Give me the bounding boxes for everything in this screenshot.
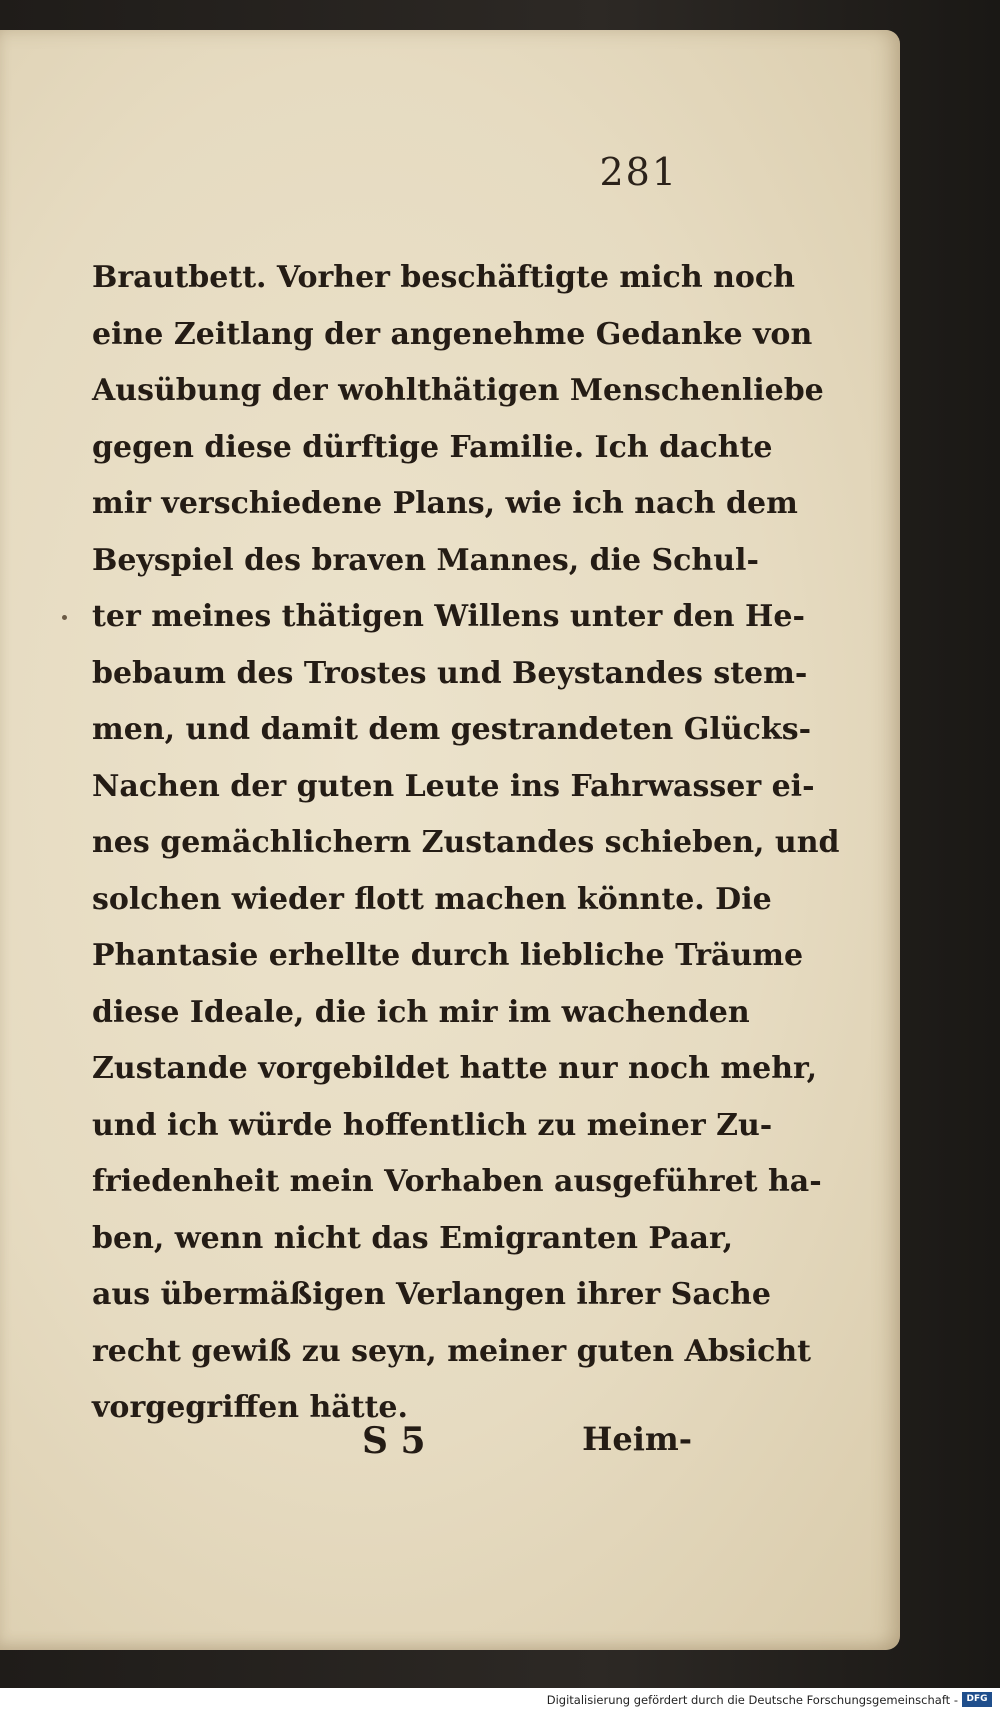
digitization-note: Digitalisierung gefördert durch die Deutsche Forschungsgemeinschaft - <box>546 1693 958 1707</box>
text-line: aus übermäßigen Verlangen ihrer Sache <box>92 1277 771 1312</box>
text-line: Phantasie erhellte durch liebliche Träume <box>92 938 804 973</box>
page-number: 281 <box>599 150 678 194</box>
catchword: Heim- <box>582 1420 692 1458</box>
text-line: ben, wenn nicht das Emigranten Paar, <box>92 1220 734 1256</box>
text-line: Beyspiel des braven Mannes, die Schul- <box>92 542 759 578</box>
text-line: Zustande vorgebildet hatte nur noch mehr, <box>92 1051 818 1086</box>
text-line: diese Ideale, die ich mir im wachenden <box>92 994 750 1030</box>
text-line: Ausübung der wohlthätigen Menschenliebe <box>92 373 824 408</box>
text-line: vorgegriffen hätte. <box>92 1390 408 1425</box>
book-page <box>0 30 900 1650</box>
text-line: Nachen der guten Leute ins Fahrwasser ei- <box>92 768 815 804</box>
text-line: gegen diese dürftige Familie. Ich dachte <box>92 429 773 465</box>
text-line: eine Zeitlang der angenehme Gedanke von <box>92 316 813 352</box>
text-line: men, und damit dem gestrandeten Glücks- <box>92 712 812 747</box>
digitization-bar <box>0 1688 1000 1710</box>
signature-mark: S 5 <box>362 1420 426 1462</box>
text-line: solchen wieder flott machen könnte. Die <box>92 881 772 917</box>
text-line: bebaum des Trostes und Beystandes stem- <box>92 655 808 691</box>
page-footer <box>92 1420 692 1480</box>
text-line: recht gewiß zu seyn, meiner guten Absicht <box>92 1333 812 1369</box>
text-line: und ich würde hoffentlich zu meiner Zu- <box>92 1107 773 1143</box>
dfg-logo-icon: DFG <box>962 1692 992 1707</box>
text-line: ter meines thätigen Willens unter den He- <box>92 599 805 634</box>
body-text <box>92 250 840 1437</box>
paper-speck <box>62 615 67 620</box>
text-line: friedenheit mein Vorhaben ausgeführet ha- <box>92 1164 822 1199</box>
text-line: mir verschiedene Plans, wie ich nach dem <box>92 486 798 521</box>
text-line: Brautbett. Vorher beschäftigte mich noch <box>92 260 795 295</box>
text-line: nes gemächlichern Zustandes schieben, und <box>92 825 840 860</box>
